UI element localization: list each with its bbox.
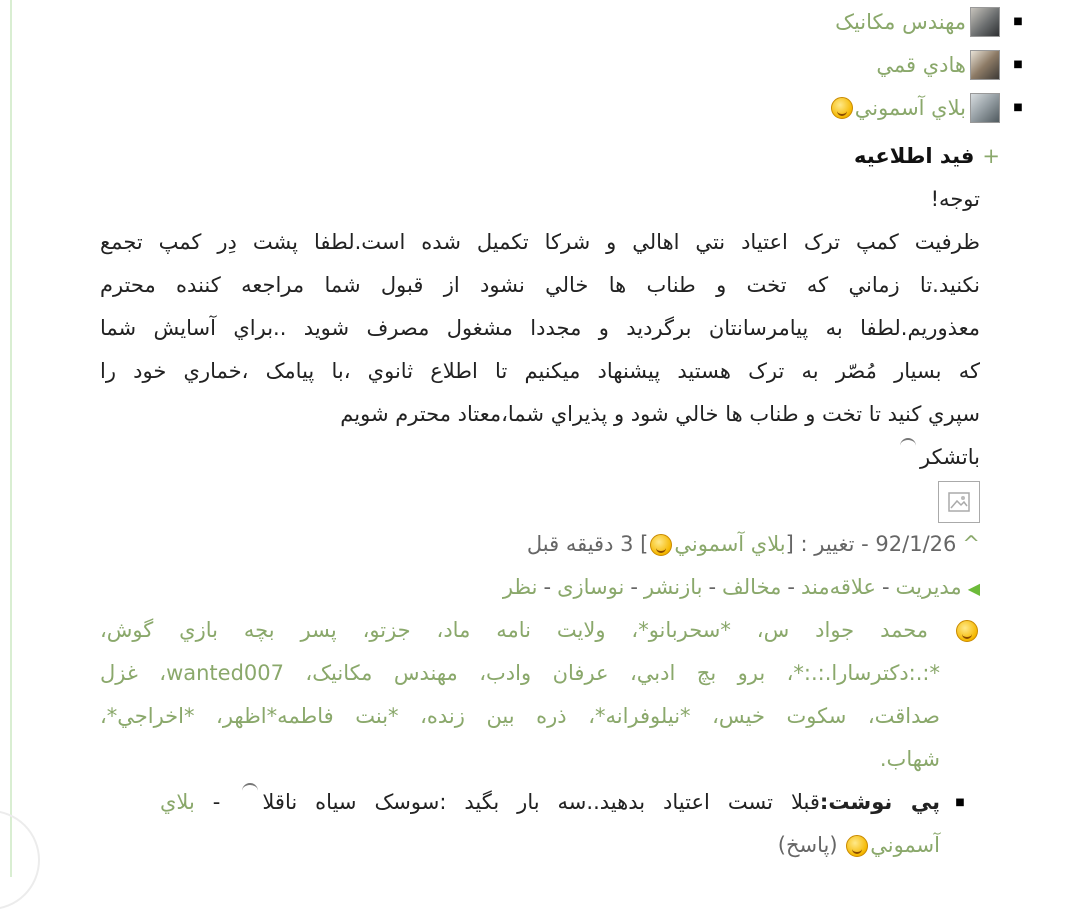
expand-toggle[interactable]: + — [982, 144, 1000, 168]
action-favorite[interactable]: علاقه‌مند — [800, 575, 876, 599]
change-prefix: - تغيير : [ — [785, 532, 876, 556]
triangle-arrow-icon: ◀ — [967, 579, 980, 598]
likes-line[interactable]: *:.:دكترسارا.:.:*، برو بچ ادبي، عرفان وادب، مهندس مكانيک، wanted007، غزل — [100, 661, 940, 685]
corner-decoration — [0, 810, 40, 910]
smiley-icon — [650, 534, 672, 556]
feed-title: فيد اطلاعيه — [854, 144, 975, 168]
reply-item — [100, 781, 1036, 867]
post-heading: توجه! — [930, 187, 980, 211]
post-meta — [100, 523, 1036, 566]
reply-line — [160, 781, 940, 824]
smiley-icon — [846, 835, 868, 857]
bullet-icon: ■ — [1013, 59, 1023, 70]
editor-link[interactable]: بلاي آسموني — [674, 532, 786, 556]
reply-line — [160, 824, 940, 867]
avatar[interactable] — [970, 93, 1000, 123]
action-bar: ◀مديريت-علاقه‌مند-مخالف-بازنشر-نوسازی-نظر — [502, 575, 980, 599]
post-line: ظرفيت كمپ ترک اعتياد نتي اهالي و شركا تكميل شده است.لطفا پشت دِر كمپ تجمع — [100, 230, 980, 254]
caret-icon[interactable]: ^ — [962, 532, 980, 556]
member-item — [100, 86, 1036, 129]
likes-line — [100, 609, 980, 652]
member-link[interactable]: هادي قمي — [876, 52, 966, 77]
bullet-icon: ■ — [1013, 102, 1023, 113]
post-body — [100, 178, 1036, 479]
reply-body — [100, 781, 940, 867]
avatar[interactable] — [970, 50, 1000, 80]
reply-link[interactable]: (پاسخ) — [777, 833, 838, 857]
smiley-icon — [831, 97, 853, 119]
post-signoff-line — [100, 436, 980, 479]
post-line: معذوريم.لطفا به پيامرسانتان برگرديد و مجددا مشغول مصرف شويد ..براي آسايش شما — [100, 316, 980, 340]
broken-image-icon — [938, 481, 980, 523]
post-line: كه بسيار مُصّر به ترک هستيد پيشنهاد ميكنيم تا اطلاع ثانوي ،با پيامک ،خماري خود را — [100, 359, 980, 383]
wink-icon — [898, 436, 918, 446]
member-link[interactable]: بلاي آسموني — [854, 95, 966, 120]
left-rail — [0, 0, 12, 877]
action-refresh[interactable]: نوسازی — [557, 575, 625, 599]
avatar[interactable] — [970, 7, 1000, 37]
likes-line[interactable]: شهاب. — [879, 747, 940, 771]
likes-names[interactable]: محمد جواد س، *سحربانو*، ولايت نامه ماد، جزتو، پسر بچه بازي گوش، — [100, 618, 929, 642]
change-suffix: ] 3 دقيقه قبل — [526, 532, 649, 556]
feed-content — [100, 0, 1036, 877]
action-comment[interactable]: نظر — [502, 575, 538, 599]
member-list — [100, 0, 1036, 129]
reply-author[interactable]: بلاي — [160, 790, 195, 814]
reply-dash: - — [194, 790, 239, 814]
reply-label: پي نوشت: — [819, 790, 941, 814]
reply-text: قبلا تست اعتياد بدهيد..سه بار بگيد :سوسک سياه ناقلا — [262, 790, 820, 814]
post-line: نكنيد.تا زماني كه تخت و طناب ها خالي نشود از قبول شما مراجعه كننده محترم — [100, 273, 980, 297]
likes-line[interactable]: صداقت، سكوت خيس، *نيلوفرانه*، ذره بين زنده، *بنت فاطمه*اظهر، *اخراجي*، — [100, 704, 940, 728]
action-manage[interactable]: مديريت — [895, 575, 962, 599]
action-oppose[interactable]: مخالف — [722, 575, 782, 599]
member-item — [100, 0, 1036, 43]
post-line: سپري كنيد تا تخت و طناب ها خالي شود و پذيراي شما،معتاد محترم شويم — [340, 402, 980, 426]
bullet-icon: ■ — [1013, 16, 1023, 27]
smiley-icon — [956, 620, 978, 642]
post-date: 92/1/26 — [875, 532, 957, 556]
feed-heading[interactable] — [100, 135, 1036, 178]
member-link[interactable]: مهندس مكانيک — [835, 9, 966, 34]
reply-author-continued[interactable]: آسموني — [870, 833, 940, 857]
action-reshare[interactable]: بازنشر — [643, 575, 703, 599]
likes-list — [100, 609, 1036, 781]
bullet-icon: ■ — [955, 797, 965, 808]
member-item — [100, 43, 1036, 86]
post-signoff: باتشكر — [919, 445, 980, 469]
wink-icon — [240, 781, 260, 791]
